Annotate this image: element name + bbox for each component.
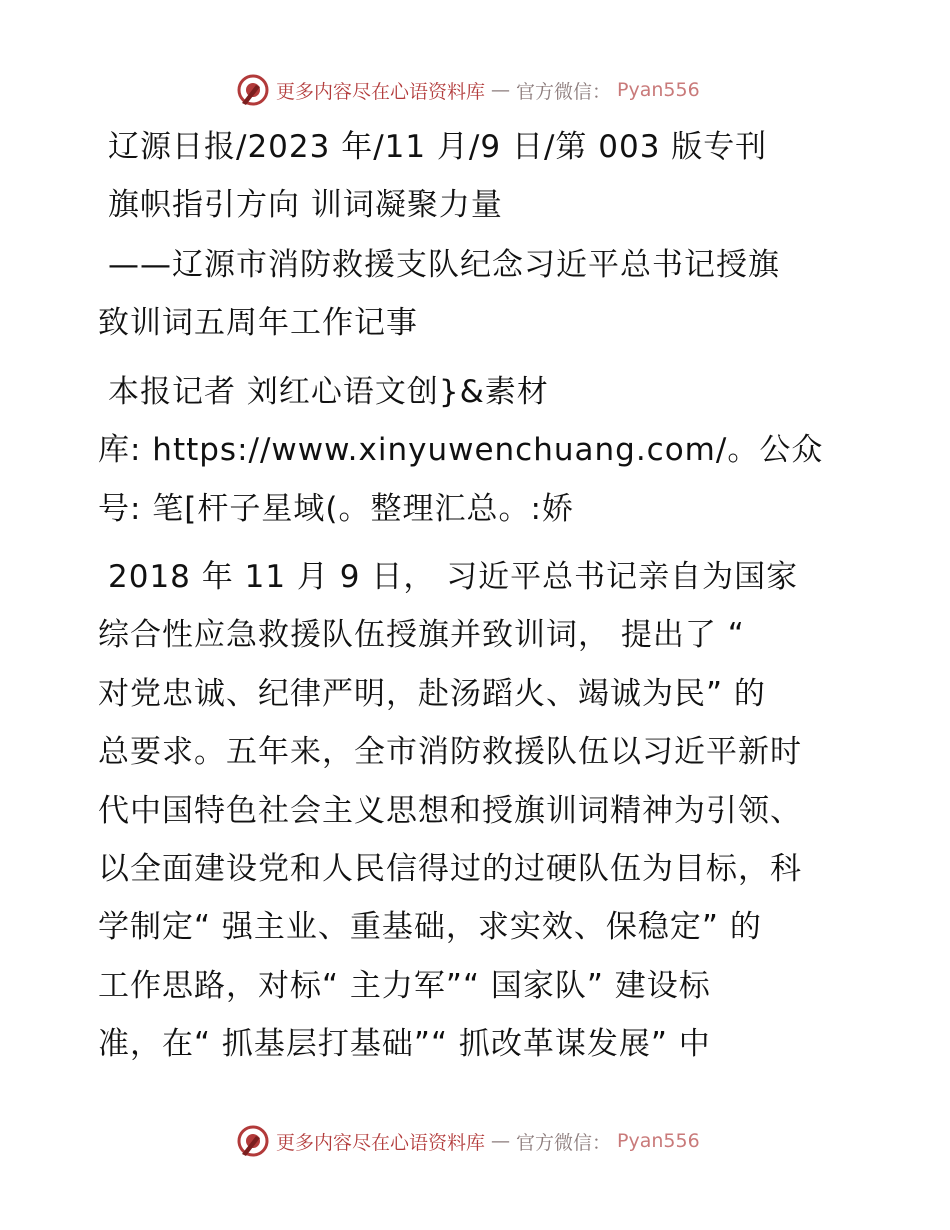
body-line: 综合性应急救援队伍授旗并致训词， 提出了 “ [98, 617, 745, 654]
byline: 辽源日报/2023 年/11 月/9 日/第 003 版专刊 [108, 129, 768, 165]
reporter-line: 号: 笔[杆子星域(。整理汇总。:娇 [98, 490, 574, 527]
subtitle [98, 236, 858, 353]
document-body [98, 118, 858, 1074]
body-paragraph [98, 548, 858, 1074]
watermark-separator: — [491, 79, 511, 101]
body-line: 代中国特色社会主义思想和授旗训词精神为引领、 [98, 792, 802, 829]
watermark-header [236, 72, 700, 108]
subtitle-line: ——辽源市消防救援支队纪念习近平总书记授旗 [108, 247, 780, 283]
watermark-label: 官方微信： [516, 80, 612, 103]
reporter-line: 本报记者 刘红心语文创}&素材 [108, 373, 549, 410]
body-line: 对党忠诚、纪律严明，赴汤蹈火、竭诚为民” 的 [98, 675, 766, 712]
reporter-line: 库: https://www.xinyuwenchuang.com/。公众 [98, 432, 824, 469]
body-line: 2018 年 11 月 9 日， 习近平总书记亲自为国家 [108, 559, 799, 596]
watermark-separator: — [491, 1130, 511, 1152]
reporter-block [98, 363, 858, 538]
watermark-footer [236, 1123, 700, 1159]
body-line: 准，在“ 抓基层打基础”“ 抓改革谋发展” 中 [98, 1026, 711, 1063]
pen-logo-icon [236, 73, 270, 107]
watermark-brand: 更多内容尽在心语资料库 [276, 1131, 486, 1154]
body-line: 学制定“ 强主业、重基础，求实效、保稳定” 的 [98, 909, 762, 946]
subtitle-line: 致训词五周年工作记事 [98, 305, 418, 342]
headline: 旗帜指引方向 训词凝聚力量 [108, 187, 503, 223]
pen-logo-icon [236, 1124, 270, 1158]
watermark-brand: 更多内容尽在心语资料库 [276, 80, 486, 103]
body-line: 总要求。五年来，全市消防救援队伍以习近平新时 [98, 734, 802, 771]
body-line: 工作思路，对标“ 主力军”“ 国家队” 建设标 [98, 967, 711, 1004]
watermark-label: 官方微信： [516, 1131, 612, 1154]
watermark-id: Pyan556 [617, 1130, 700, 1152]
watermark-id: Pyan556 [617, 79, 700, 101]
body-line: 以全面建设党和人民信得过的过硬队伍为目标，科 [98, 851, 802, 888]
